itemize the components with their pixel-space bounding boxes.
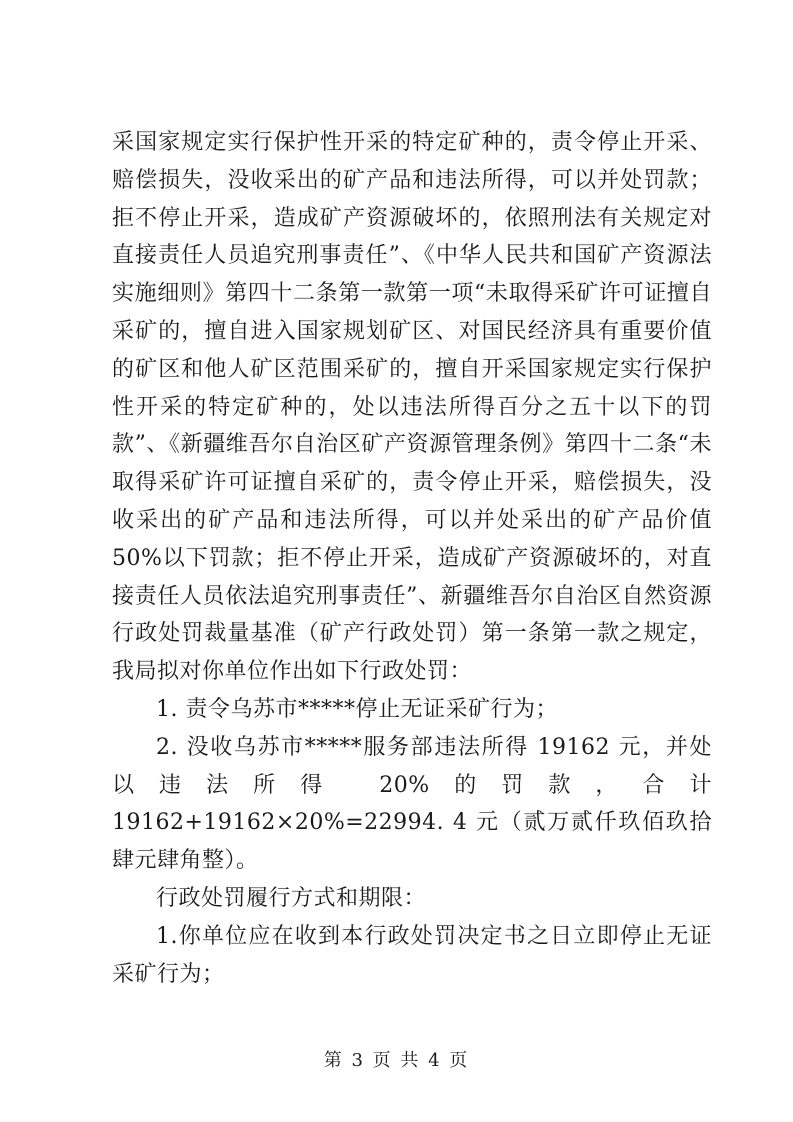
paragraph-penalty-item-1: 1. 责令乌苏市*****停止无证采矿行为； xyxy=(156,696,558,722)
paragraph-execution-heading: 行政处罚履行方式和期限： xyxy=(156,885,427,911)
paragraph-execution-item-1: 1.你单位应在收到本行政处罚决定书之日立即停止无证采矿行为； xyxy=(112,923,712,987)
page-number-footer: 第 3 页 共 4 页 xyxy=(323,1050,470,1071)
document-body xyxy=(112,124,712,993)
paragraph-penalty-item-2: 2. 没收乌苏市*****服务部违法所得 19162 元，并处以违法所得 20%的罚款，合计 19162+19162×20%=22994. 4 元（贰万贰仟玖佰玖拾肆元肆角整）。 xyxy=(112,734,712,874)
paragraph-legal-basis: 采国家规定实行保护性开采的特定矿种的，责令停止开采、赔偿损失，没收采出的矿产品和违法所得，可以并处罚款；拒不停止开采，造成矿产资源破坏的，依照刑法有关规定对直接责任人员追究刑事责任”、《中华人民共和国矿产资源法实施细则》第四十二条第一款第一项“未取得采矿许可证擅自采矿的，擅自进入国家规划矿区、对国民经济具有重要价值的矿区和他人矿区范围采矿的，擅自开采国家规定实行保护性开采的特定矿种的，处以违法所得百分之五十以下的罚款”、《新疆维吾尔自治区矿产资源管理条例》第四十二条“未取得采矿许可证擅自采矿的，责令停止开采，赔偿损失，没收采出的矿产品和违法所得，可以并处采出的矿产品价值 50%以下罚款；拒不停止开采，造成矿产资源破坏的，对直接责任人员依法追究刑事责任”、新疆维吾尔自治区自然资源行政处罚裁量基准（矿产行政处罚）第一条第一款之规定，我局拟对你单位作出如下行政处罚： xyxy=(112,130,712,685)
